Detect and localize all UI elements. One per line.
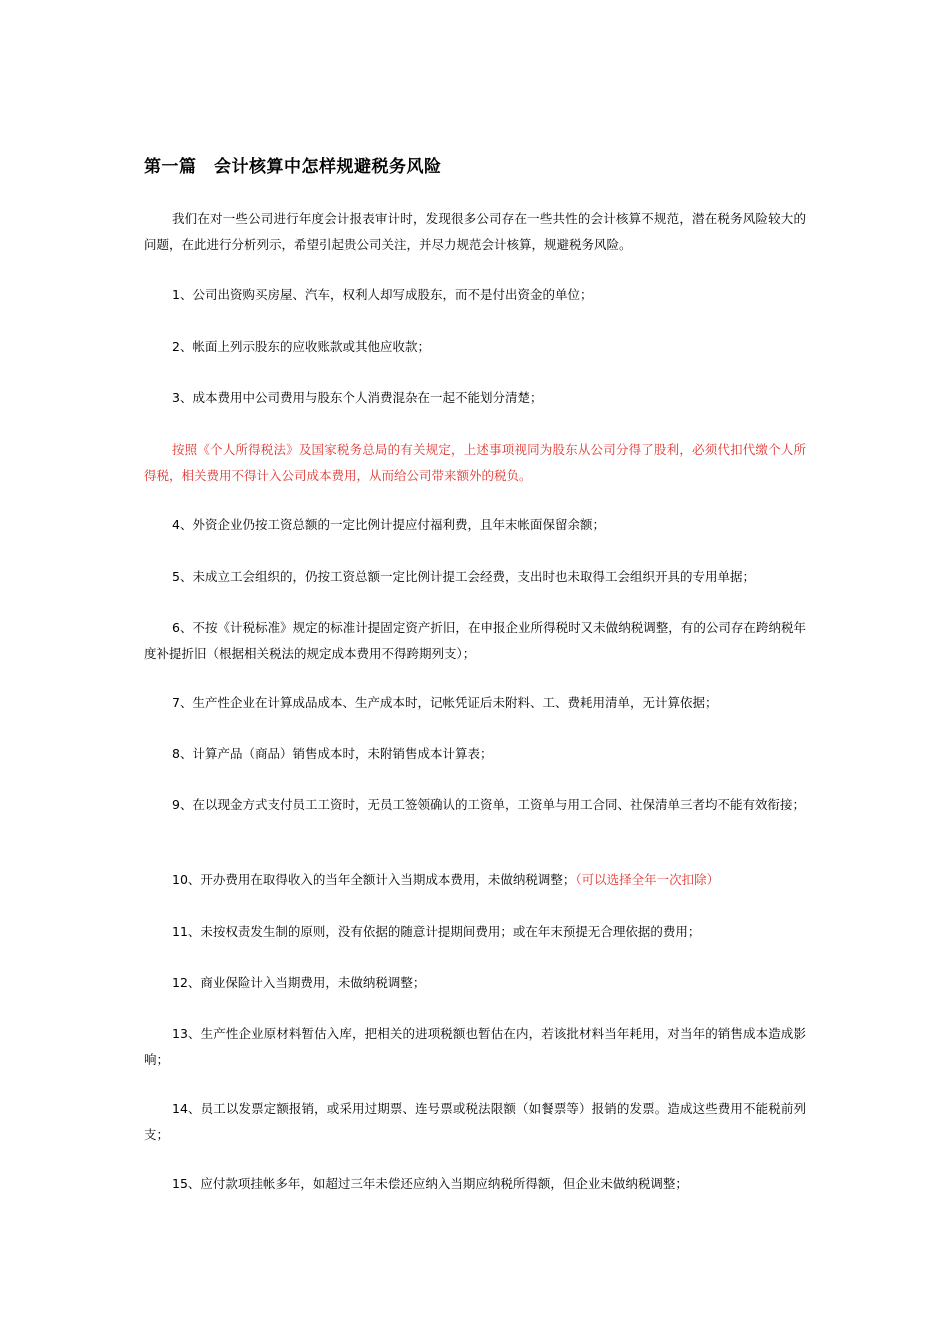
list-item: 7、生产性企业在计算成品成本、生产成本时，记帐凭证后未附料、工、费耗用清单，无计算依据； xyxy=(172,695,718,710)
page-title: 第一篇 会计核算中怎样规避税务风险 xyxy=(144,157,442,177)
list-item: 5、未成立工会组织的，仍按工资总额一定比例计提工会经费，支出时也未取得工会组织开具的专用单据； xyxy=(172,569,755,584)
tax-note-paragraph: 按照《个人所得税法》及国家税务总局的有关规定，上述事项视同为股东从公司分得了股利，必须代扣代缴个人所得税，相关费用不得计入公司成本费用，从而给公司带来额外的税负。 xyxy=(144,442,806,483)
list-item xyxy=(144,867,806,893)
list-item: 13、生产性企业原材料暂估入库，把相关的进项税额也暂估在内，若该批材料当年耗用，对当年的销售成本造成影响； xyxy=(144,1026,806,1067)
list-item: 14、员工以发票定额报销，或采用过期票、连号票或税法限额（如餐票等）报销的发票。造成这些费用不能税前列支； xyxy=(144,1101,806,1142)
intro-paragraph: 我们在对一些公司进行年度会计报表审计时，发现很多公司存在一些共性的会计核算不规范，潜在税务风险较大的问题，在此进行分析列示，希望引起贵公司关注，并尽力规范会计核算，规避税务风险。 xyxy=(144,211,806,252)
list-item-note: （可以选择全年一次扣除） xyxy=(575,872,720,887)
list-item: 9、在以现金方式支付员工工资时，无员工签领确认的工资单，工资单与用工合同、社保清单三者均不能有效衔接； xyxy=(172,797,805,812)
list-item: 12、商业保险计入当期费用，未做纳税调整； xyxy=(172,975,426,990)
list-item: 6、不按《计税标准》规定的标准计提固定资产折旧，在申报企业所得税时又未做纳税调整，有的公司存在跨纳税年度补提折旧（根据相关税法的规定成本费用不得跨期列支）； xyxy=(144,620,806,661)
list-item: 2、帐面上列示股东的应收账款或其他应收款； xyxy=(172,339,430,354)
list-item: 3、成本费用中公司费用与股东个人消费混杂在一起不能划分清楚； xyxy=(172,390,543,405)
list-item: 1、公司出资购买房屋、汽车，权利人却写成股东，而不是付出资金的单位； xyxy=(172,287,593,302)
list-item: 8、计算产品（商品）销售成本时，未附销售成本计算表； xyxy=(172,746,493,761)
list-item-text: 10、开办费用在取得收入的当年全额计入当期成本费用，未做纳税调整； xyxy=(172,872,576,887)
list-item: 15、应付款项挂帐多年，如超过三年未偿还应纳入当期应纳税所得额，但企业未做纳税调整； xyxy=(172,1176,688,1191)
list-item: 4、外资企业仍按工资总额的一定比例计提应付福利费，且年末帐面保留余额； xyxy=(172,517,605,532)
list-item: 11、未按权责发生制的原则，没有依据的随意计提期间费用；或在年末预提无合理依据的费用； xyxy=(172,924,701,939)
